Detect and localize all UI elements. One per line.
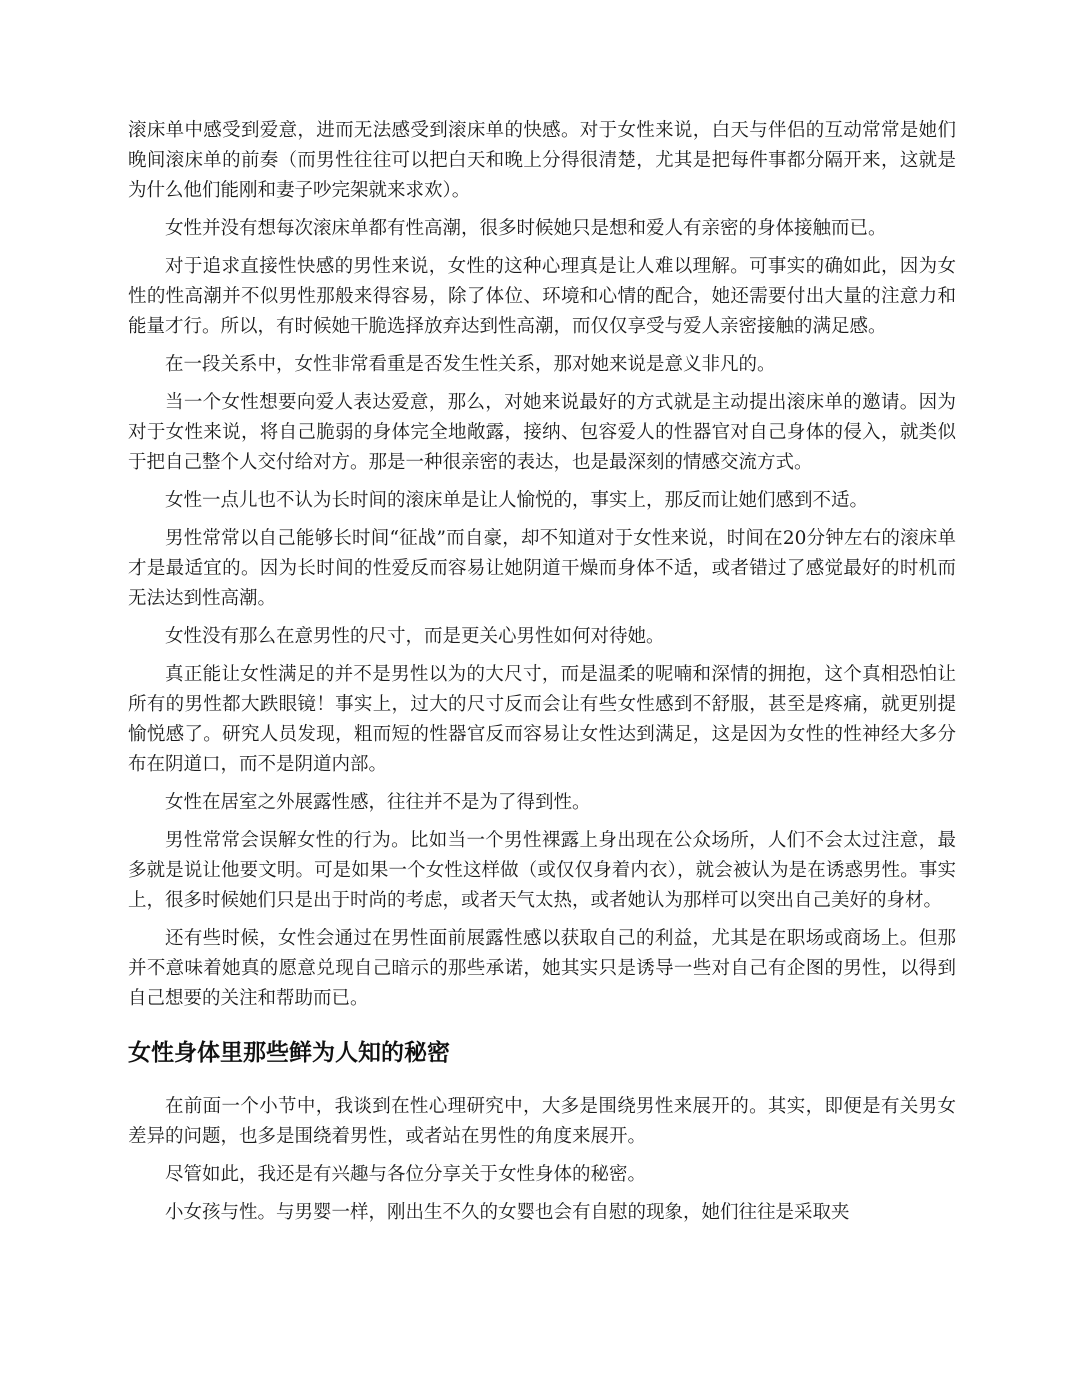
paragraph: 尽管如此，我还是有兴趣与各位分享关于女性身体的秘密。 <box>165 1164 647 1185</box>
paragraph: 对于追求直接性快感的男性来说，女性的这种心理真是让人难以理解。可事实的确如此，因为女性的性高潮并不似男性那般来得容易，除了体位、环境和心情的配合，她还需要付出大量的注意力和能量才行。所以，有时候她干脆选择放弃达到性高潮，而仅仅享受与爱人亲密接触的满足感。 <box>128 256 956 337</box>
paragraph: 男性常常会误解女性的行为。比如当一个男性裸露上身出现在公众场所，人们不会太过注意，最多就是说让他要文明。可是如果一个女性这样做（或仅仅身着内衣），就会被认为是在诱惑男性。事实上，很多时候她们只是出于时尚的考虑，或者天气太热，或者她认为那样可以突出自己美好的身材。 <box>128 830 956 911</box>
paragraph: 在前面一个小节中，我谈到在性心理研究中，大多是围绕男性来展开的。其实，即便是有关男女差异的问题，也多是围绕着男性，或者站在男性的角度来展开。 <box>128 1096 956 1147</box>
paragraph: 女性没有那么在意男性的尺寸，而是更关心男性如何对待她。 <box>165 626 665 647</box>
paragraph: 真正能让女性满足的并不是男性以为的大尺寸，而是温柔的呢喃和深情的拥抱，这个真相恐怕让所有的男性都大跌眼镜！事实上，过大的尺寸反而会让有些女性感到不舒服，甚至是疼痛，就更别提愉悦感了。研究人员发现，粗而短的性器官反而容易让女性达到满足，这是因为女性的性神经大多分布在阴道口，而不是阴道内部。 <box>128 664 956 775</box>
paragraph: 还有些时候，女性会通过在男性面前展露性感以获取自己的利益，尤其是在职场或商场上。但那并不意味着她真的愿意兑现自己暗示的那些承诺，她其实只是诱导一些对自己有企图的男性，以得到自己想要的关注和帮助而已。 <box>128 928 956 1009</box>
document-page <box>128 116 956 1236</box>
paragraph: 男性常常以自己能够长时间“征战”而自豪，却不知道对于女性来说，时间在20分钟左右的滚床单才是最适宜的。因为长时间的性爱反而容易让她阴道干燥而身体不适，或者错过了感觉最好的时机而无法达到性高潮。 <box>128 528 956 609</box>
paragraph: 小女孩与性。与男婴一样，刚出生不久的女婴也会有自慰的现象，她们往往是采取夹 <box>165 1202 850 1223</box>
paragraph: 女性在居室之外展露性感，往往并不是为了得到性。 <box>165 792 591 813</box>
paragraph: 在一段关系中，女性非常看重是否发生性关系，那对她来说是意义非凡的。 <box>165 354 776 375</box>
paragraph: 当一个女性想要向爱人表达爱意，那么，对她来说最好的方式就是主动提出滚床单的邀请。因为对于女性来说，将自己脆弱的身体完全地敞露，接纳、包容爱人的性器官对自己身体的侵入，就类似于把自己整个人交付给对方。那是一种很亲密的表达，也是最深刻的情感交流方式。 <box>128 392 956 473</box>
paragraph: 女性并没有想每次滚床单都有性高潮，很多时候她只是想和爱人有亲密的身体接触而已。 <box>165 218 887 239</box>
paragraph-continuation: 滚床单中感受到爱意，进而无法感受到滚床单的快感。对于女性来说，白天与伴侣的互动常常是她们晚间滚床单的前奏（而男性往往可以把白天和晚上分得很清楚，尤其是把每件事都分隔开来，这就是为什么他们能刚和妻子吵完架就来求欢）。 <box>128 120 956 201</box>
section-heading: 女性身体里那些鲜为人知的秘密 <box>128 1040 450 1066</box>
paragraph: 女性一点儿也不认为长时间的滚床单是让人愉悦的，事实上，那反而让她们感到不适。 <box>165 490 869 511</box>
